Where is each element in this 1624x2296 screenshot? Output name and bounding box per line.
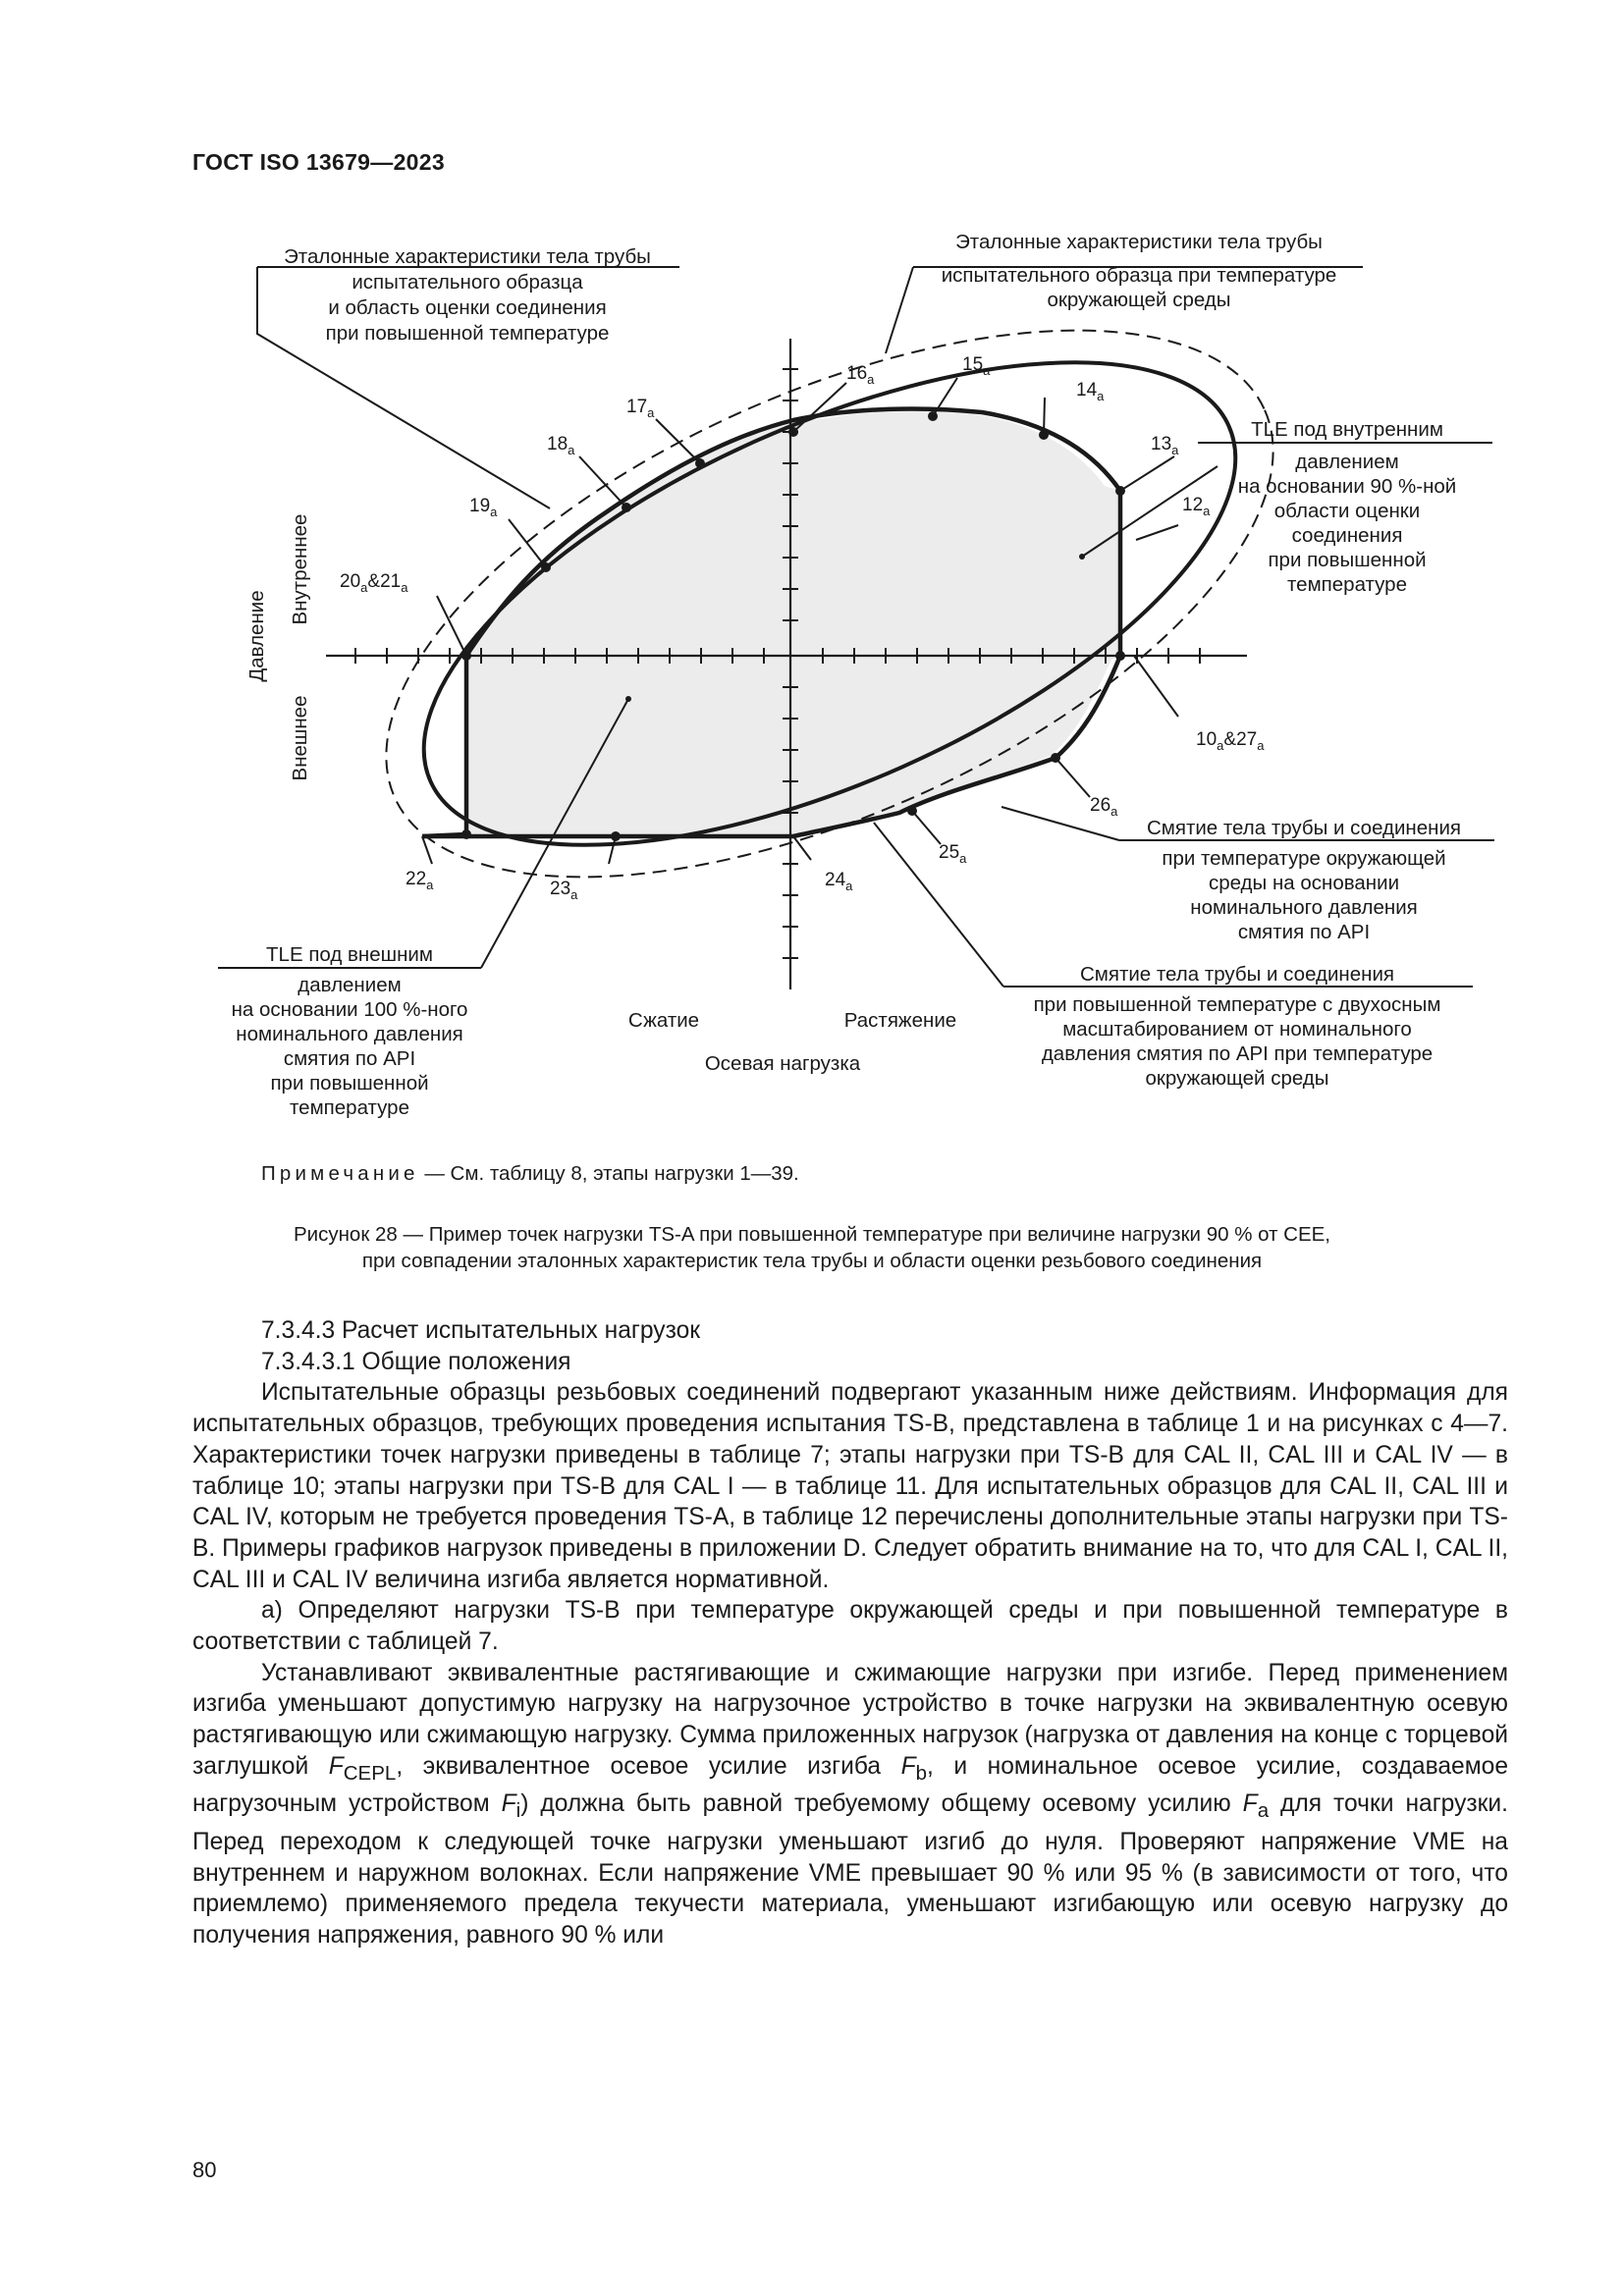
- axis-axial-load-label: Осевая нагрузка: [704, 1052, 861, 1075]
- callout-tle-internal-line4: области оценки: [1273, 500, 1421, 522]
- callout-tle-internal-line5: соединения: [1291, 524, 1403, 547]
- point-label-18: $18_a$: [547, 434, 575, 457]
- callout-tle-external-line4: номинального давления: [236, 1023, 463, 1045]
- callout-tle-internal-line2: давлением: [1295, 451, 1399, 473]
- callout-collapse-ambient-line5: смятия по API: [1237, 921, 1371, 943]
- point-label-20-21: $20_a\&21_a$: [340, 571, 408, 595]
- paragraph-3: Устанавливают эквивалентные растягивающие и сжимающие нагрузки при изгибе. Перед применением изгиба уменьшают допустимую нагрузку на нагрузочное устройство в точке нагрузки на эквивалентную осевую растягивающую или сжимающую нагрузку. Сумма приложенных нагрузок (нагрузка от давления на конце с торцевой заглушкой $F_{CEPL}$, эквивалентное осевое усилие изгиба $F_b$, и номинальное осевое усилие, создаваемое нагрузочным устройством $F_i$) должна быть равной требуемому общему осевому усилию $F_a$ для точки нагрузки. Перед переходом к следующей точке нагрузки уменьшают изгиб до нуля. Проверяют напряжение VME на внутреннем и наружном волокнах. Если напряжение VME превышает 90 % или 95 % (в зависимости от того, что приемлемо) применяемого предела текучести материала, уменьшают изгибающую или осевую нагрузку до получения напряжения, равного 90 % или: [192, 1659, 1509, 1949]
- callout-collapse-elevated-line3: масштабированием от номинального: [1062, 1018, 1412, 1041]
- callout-collapse-ambient-line3: среды на основании: [1208, 872, 1400, 894]
- point-label-22: $22_a$: [406, 869, 434, 892]
- page-number: 80: [192, 2158, 217, 2182]
- callout-top-left-line1: Эталонные характеристики тела трубы: [284, 245, 651, 268]
- point-label-25: $25_a$: [939, 842, 967, 866]
- leader-top-right: [886, 267, 913, 353]
- callout-tle-external-line6: при повышенной: [270, 1072, 429, 1095]
- body-text: [192, 1315, 1508, 1951]
- callout-collapse-elevated-line1: Смятие тела трубы и соединения: [1079, 963, 1395, 986]
- point-label-12: $12_a$: [1182, 495, 1211, 518]
- callout-tle-internal-line1: TLE под внутренним: [1251, 418, 1443, 441]
- callout-collapse-ambient-line4: номинального давления: [1190, 896, 1418, 919]
- axis-pressure-label: Давление: [245, 590, 268, 682]
- axis-internal-label: Внутреннее: [289, 513, 311, 625]
- paragraph-1: Испытательные образцы резьбовых соединений подвергают указанным ниже действиям. Информация для испытательных образцов, требующих проведения испытания TS-B, представлена в таблице 1 и на рисунках с 4—7. Характеристики точек нагрузки приведены в таблице 7; этапы нагрузки при TS-B для CAL II, CAL III и CAL IV — в таблице 10; этапы нагрузки при TS-B для CAL I — в таблице 11. Для испытательных образцов для CAL II, CAL III и CAL IV, которым не требуется проведения TS-A, в таблице 12 перечислены дополнительные этапы нагрузки при TS-B. Примеры графиков нагрузок приведены в приложении D. Следует обратить внимание на то, что для CAL I, CAL II, CAL III и CAL IV величина изгиба является нормативной.: [192, 1379, 1508, 1593]
- point-10-27: [1115, 651, 1125, 661]
- caption-line-2: при совпадении эталонных характеристик тела трубы и области оценки резьбового соединения: [361, 1250, 1263, 1272]
- callout-collapse-elevated-line4: давления смятия по API при температуре: [1041, 1042, 1434, 1065]
- figure-caption: [147, 1221, 1477, 1274]
- point-label-24: $24_a$: [825, 870, 853, 893]
- callout-tle-external-line7: температуре: [290, 1096, 409, 1119]
- point-label-19: $19_a$: [469, 496, 498, 519]
- point-label-23: $23_a$: [550, 879, 578, 902]
- callout-top-left-line4: при повышенной температуре: [325, 322, 610, 345]
- figure-note: [261, 1162, 799, 1186]
- section-heading-7-3-4-3-1: 7.3.4.3.1 Общие положения: [261, 1348, 571, 1375]
- axis-compression-label: Сжатие: [627, 1009, 700, 1032]
- callout-tle-internal-line7: температуре: [1287, 573, 1407, 596]
- document-header: ГОСТ ISO 13679—2023: [192, 149, 445, 175]
- point-label-16: $16_a$: [846, 363, 875, 387]
- note-text: — См. таблицу 8, этапы нагрузки 1—39.: [424, 1162, 799, 1185]
- callout-tle-external-line3: на основании 100 %-ного: [231, 998, 468, 1021]
- callout-collapse-ambient-line2: при температуре окружающей: [1162, 847, 1446, 870]
- callout-collapse-elevated-line2: при повышенной температуре с двухосным: [1033, 993, 1441, 1016]
- point-label-15: $15_a$: [962, 354, 991, 378]
- point-label-14: $14_a$: [1076, 380, 1105, 403]
- callout-tle-external-line5: смятия по API: [283, 1047, 416, 1070]
- point-label-17: $17_a$: [626, 397, 655, 420]
- caption-line-1: Рисунок 28 — Пример точек нагрузки TS-A при повышенной температуре при величине нагрузки 90 % от CEE,: [293, 1223, 1331, 1246]
- axis-external-label: Внешнее: [289, 695, 311, 781]
- point-label-26: $26_a$: [1090, 795, 1118, 819]
- callout-tle-external-line2: давлением: [298, 974, 402, 996]
- callout-top-left-line3: и область оценки соединения: [328, 296, 607, 319]
- axis-tension-label: Растяжение: [843, 1009, 957, 1032]
- callout-tle-internal-line3: на основании 90 %-ной: [1237, 475, 1457, 498]
- paragraph-2: a) Определяют нагрузки TS-B при температуре окружающей среды и при повышенной температуре в соответствии с таблицей 7.: [192, 1597, 1508, 1656]
- callout-collapse-ambient-line1: Смятие тела трубы и соединения: [1146, 817, 1462, 839]
- callout-top-right-line1: Эталонные характеристики тела трубы: [955, 231, 1323, 253]
- note-label: Примечание: [261, 1162, 419, 1185]
- callout-tle-external-line1: TLE под внешним: [266, 943, 433, 966]
- callout-top-left-line2: испытательного образца: [352, 271, 583, 294]
- point-label-10-27: $10_a\&27_a$: [1196, 729, 1265, 753]
- callout-tle-internal-line6: при повышенной: [1268, 549, 1427, 571]
- callout-collapse-elevated-line5: окружающей среды: [1145, 1067, 1329, 1090]
- callout-top-right-line2: испытательного образца при температуре: [941, 264, 1337, 287]
- point-label-13: $13_a$: [1151, 434, 1179, 457]
- point-22: [461, 829, 471, 839]
- section-heading-7-3-4-3: 7.3.4.3 Расчет испытательных нагрузок: [261, 1317, 701, 1344]
- callout-top-right-line3: окружающей среды: [1047, 289, 1231, 311]
